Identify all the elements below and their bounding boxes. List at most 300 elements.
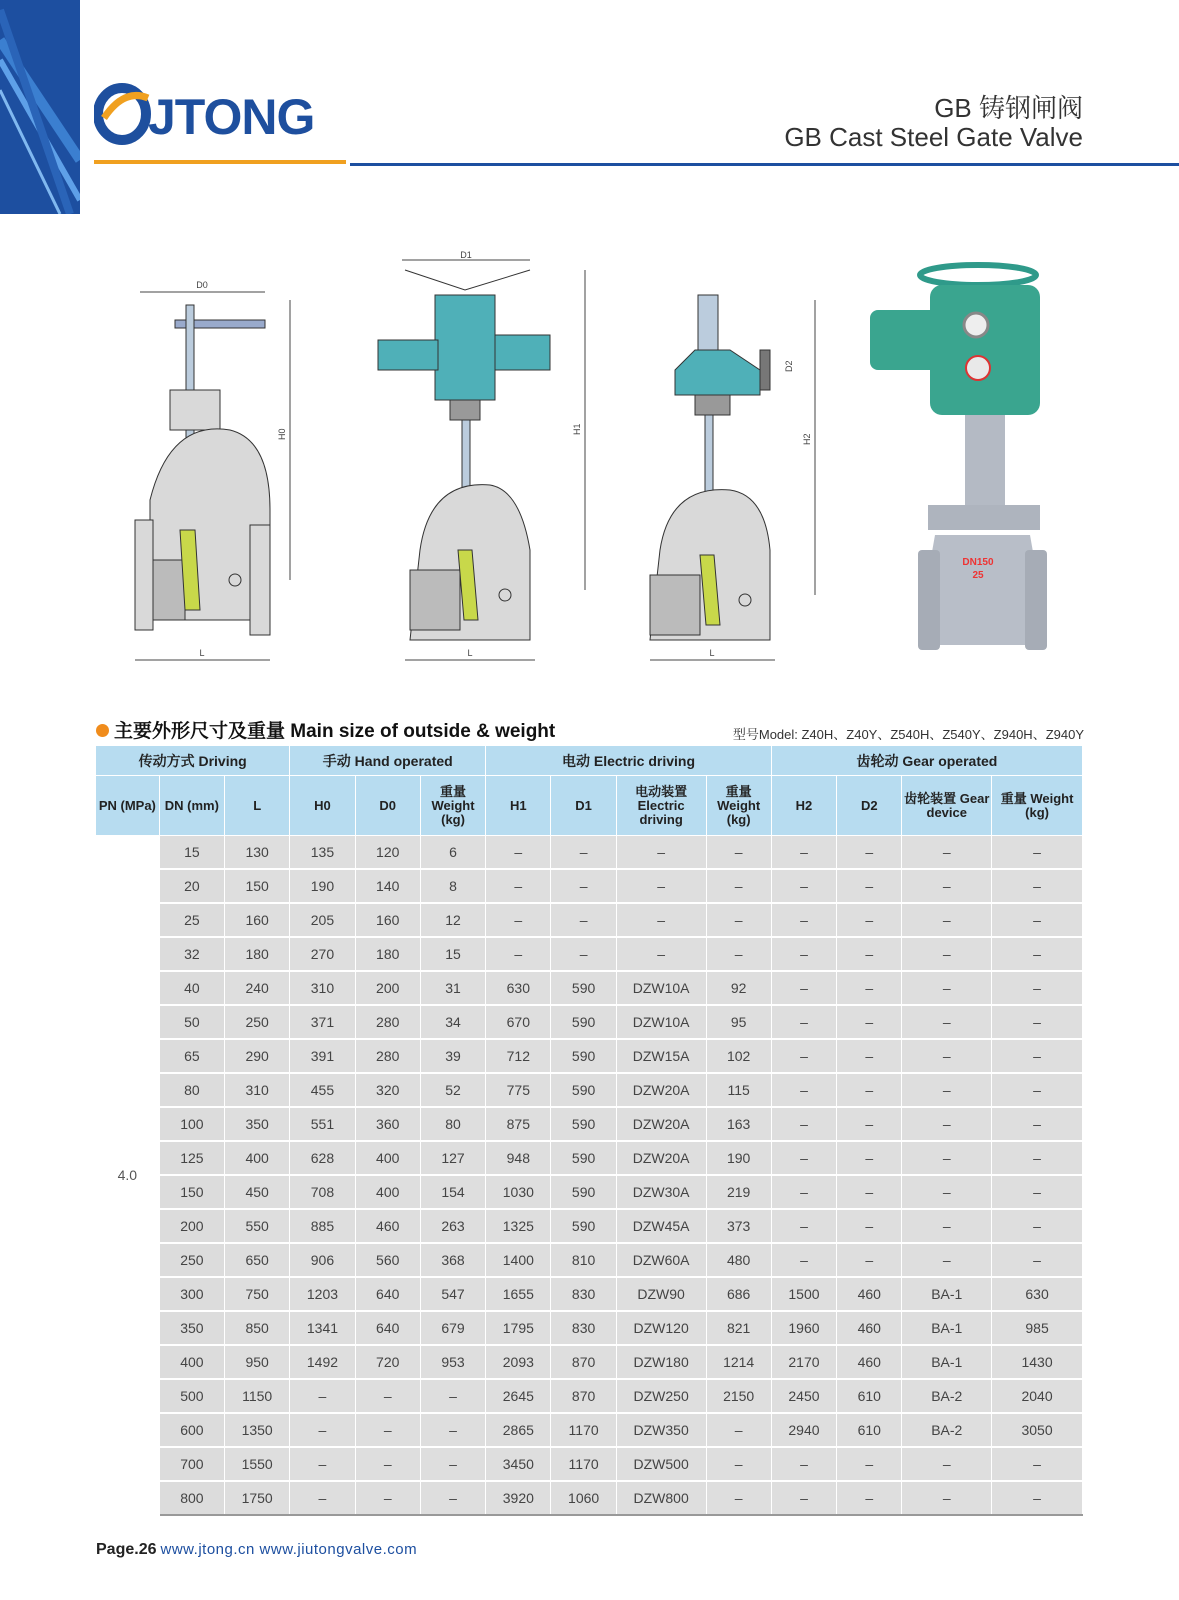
table-row [96,1345,1083,1379]
table-cell: DZW350 [616,1413,706,1447]
table-cell: – [902,1107,992,1141]
table-cell: 550 [225,1209,290,1243]
valve-drawings [120,250,1080,690]
table-cell: 455 [290,1073,355,1107]
table-cell: 712 [486,1039,551,1073]
table-cell: 3450 [486,1447,551,1481]
table-cell: – [771,1209,836,1243]
table-cell: 2865 [486,1413,551,1447]
table-cell: – [837,1447,902,1481]
table-cell: – [355,1481,420,1515]
table-cell: 100 [159,1107,224,1141]
table-cell: 125 [159,1141,224,1175]
table-cell: 95 [706,1005,771,1039]
table-cell: 720 [355,1345,420,1379]
table-cell: 830 [551,1311,616,1345]
table-cell: – [771,869,836,903]
label-l3: L [709,648,715,658]
logo-mark-icon [94,78,154,148]
table-cell: – [486,836,551,870]
table-cell: 180 [355,937,420,971]
table-cell: – [771,1073,836,1107]
table-cell: – [992,1141,1083,1175]
logo-text: JTONG [148,89,315,145]
table-cell: – [420,1447,485,1481]
table-cell: 830 [551,1277,616,1311]
label-h1: H1 [572,423,582,435]
table-cell: – [355,1447,420,1481]
electric-valve-drawing [378,250,585,660]
table-cell: 590 [551,1039,616,1073]
table-row [96,1413,1083,1447]
table-cell: – [420,1379,485,1413]
table-cell: – [992,836,1083,870]
table-cell: DZW10A [616,971,706,1005]
table-cell: DZW500 [616,1447,706,1481]
col-h1: H1 [486,776,551,836]
col-weight-gear: 重量 Weight (kg) [992,776,1083,836]
table-cell: 775 [486,1073,551,1107]
table-cell: 190 [290,869,355,903]
table-cell: 360 [355,1107,420,1141]
table-cell: 610 [837,1379,902,1413]
header-divider [350,163,1179,166]
table-cell: 1550 [225,1447,290,1481]
table-cell: 551 [290,1107,355,1141]
table-cell: 590 [551,1107,616,1141]
table-cell: 350 [159,1311,224,1345]
col-l: L [225,776,290,836]
table-cell: – [290,1379,355,1413]
table-cell: – [992,937,1083,971]
table-cell: – [837,836,902,870]
table-cell: 1500 [771,1277,836,1311]
table-cell: – [992,1209,1083,1243]
table-cell: 8 [420,869,485,903]
page-title-cn: GB 铸钢闸阀 [934,93,1083,123]
table-cell: 12 [420,903,485,937]
col-pn: PN (MPa) [96,776,159,836]
table-cell: 1150 [225,1379,290,1413]
table-cell: – [992,1447,1083,1481]
table-cell: – [616,903,706,937]
table-cell: 2645 [486,1379,551,1413]
table-cell: BA-2 [902,1413,992,1447]
table-cell: – [837,1107,902,1141]
table-cell: 640 [355,1311,420,1345]
table-cell: – [420,1481,485,1515]
table-row [96,903,1083,937]
table-cell: – [771,937,836,971]
table-cell: 31 [420,971,485,1005]
table-cell: 590 [551,1005,616,1039]
table-cell: DZW120 [616,1311,706,1345]
label-d2: D2 [784,360,794,372]
table-cell: – [551,836,616,870]
logo-underline [94,160,346,164]
table-cell: 250 [225,1005,290,1039]
table-row [96,1175,1083,1209]
table-cell: 200 [159,1209,224,1243]
table-cell: 391 [290,1039,355,1073]
table-cell: 1341 [290,1311,355,1345]
table-cell: DZW90 [616,1277,706,1311]
table-cell: 6 [420,836,485,870]
table-cell: – [902,869,992,903]
table-cell: DZW180 [616,1345,706,1379]
table-cell: – [290,1447,355,1481]
table-cell: 1795 [486,1311,551,1345]
table-cell: 460 [837,1345,902,1379]
table-cell: – [706,1447,771,1481]
table-cell: – [771,1243,836,1277]
table-cell: 460 [355,1209,420,1243]
table-cell: 800 [159,1481,224,1515]
table-cell: 320 [355,1073,420,1107]
label-h0: H0 [277,428,287,440]
table-cell: – [992,1073,1083,1107]
table-cell: 679 [420,1311,485,1345]
table-cell: 460 [837,1277,902,1311]
table-cell: – [706,869,771,903]
table-cell: 290 [225,1039,290,1073]
table-cell: – [902,1073,992,1107]
table-cell: 160 [225,903,290,937]
label-l1: L [199,648,205,658]
table-row [96,1073,1083,1107]
table-cell: 1750 [225,1481,290,1515]
table-cell: – [992,1039,1083,1073]
table-cell: 1400 [486,1243,551,1277]
table-cell: 1214 [706,1345,771,1379]
table-cell: 1430 [992,1345,1083,1379]
table-cell: 875 [486,1107,551,1141]
table-cell: 80 [420,1107,485,1141]
table-cell: 1030 [486,1175,551,1209]
table-cell: 20 [159,869,224,903]
page-title-en: GB Cast Steel Gate Valve [784,122,1083,152]
table-cell: 2150 [706,1379,771,1413]
table-cell: BA-2 [902,1379,992,1413]
table-cell: 560 [355,1243,420,1277]
table-row [96,1243,1083,1277]
table-cell: – [837,869,902,903]
table-cell: – [902,1481,992,1515]
table-cell: 870 [551,1345,616,1379]
table-cell: 300 [159,1277,224,1311]
table-cell: 480 [706,1243,771,1277]
table-cell: – [290,1481,355,1515]
table-cell: 39 [420,1039,485,1073]
table-cell: 190 [706,1141,771,1175]
col-gear-device: 齿轮装置 Gear device [902,776,992,836]
table-row [96,1005,1083,1039]
table-cell: 2093 [486,1345,551,1379]
table-cell: – [902,1243,992,1277]
table-cell: 1492 [290,1345,355,1379]
table-cell: – [616,937,706,971]
table-cell: – [486,937,551,971]
group-driving: 传动方式 Driving [96,746,290,776]
table-cell: – [771,903,836,937]
table-cell: 120 [355,836,420,870]
col-electric-device: 电动装置 Electric driving [616,776,706,836]
page-footer [96,1541,417,1559]
table-cell: 250 [159,1243,224,1277]
table-cell: 373 [706,1209,771,1243]
col-h0: H0 [290,776,355,836]
table-cell: 870 [551,1379,616,1413]
table-cell: – [902,937,992,971]
table-cell: – [992,1175,1083,1209]
table-cell: BA-1 [902,1345,992,1379]
section-title [96,716,555,743]
table-cell: 450 [225,1175,290,1209]
group-electric: 电动 Electric driving [486,746,772,776]
pn-cell: 4.0 [96,836,159,1516]
table-cell: – [902,1447,992,1481]
table-cell: – [837,971,902,1005]
table-cell: 154 [420,1175,485,1209]
col-h2: H2 [771,776,836,836]
table-row [96,1141,1083,1175]
table-row [96,836,1083,870]
table-cell: – [992,869,1083,903]
table-cell: 65 [159,1039,224,1073]
table-cell: – [902,1039,992,1073]
table-row [96,971,1083,1005]
table-cell: DZW20A [616,1073,706,1107]
table-cell: 1170 [551,1447,616,1481]
table-cell: – [902,1141,992,1175]
label-d1: D1 [460,250,472,260]
table-cell: – [771,1481,836,1515]
table-cell: – [837,1175,902,1209]
photo-pn-badge: 25 [972,570,984,581]
table-cell: – [706,836,771,870]
table-cell: 150 [225,869,290,903]
table-cell: – [771,1175,836,1209]
table-cell: – [551,903,616,937]
table-cell: 590 [551,1073,616,1107]
table-cell: 280 [355,1039,420,1073]
table-cell: 92 [706,971,771,1005]
table-cell: 2040 [992,1379,1083,1413]
section-title-text: 主要外形尺寸及重量 Main size of outside & weight [114,721,556,742]
table-cell: 1325 [486,1209,551,1243]
table-cell: 160 [355,903,420,937]
table-cell: DZW20A [616,1141,706,1175]
table-row [96,937,1083,971]
table-cell: – [902,971,992,1005]
table-cell: 400 [355,1175,420,1209]
table-cell: – [902,1175,992,1209]
table-row [96,1311,1083,1345]
table-cell: 180 [225,937,290,971]
table-cell: – [837,1209,902,1243]
table-cell: – [902,1005,992,1039]
table-cell: 371 [290,1005,355,1039]
gear-valve-drawing [650,295,815,660]
table-cell: – [771,1005,836,1039]
table-cell: – [290,1413,355,1447]
table-cell: – [992,971,1083,1005]
table-cell: 950 [225,1345,290,1379]
table-row [96,869,1083,903]
table-cell: 140 [355,869,420,903]
table-row [96,1379,1083,1413]
table-cell: DZW60A [616,1243,706,1277]
table-cell: DZW30A [616,1175,706,1209]
table-cell: – [420,1413,485,1447]
photo-dn-badge: DN150 [962,557,994,568]
table-cell: 547 [420,1277,485,1311]
table-cell: – [771,971,836,1005]
table-cell: – [902,836,992,870]
col-d2: D2 [837,776,902,836]
table-cell: 885 [290,1209,355,1243]
col-weight-hand: 重量 Weight (kg) [420,776,485,836]
table-cell: 3920 [486,1481,551,1515]
table-cell: – [837,937,902,971]
table-cell: 708 [290,1175,355,1209]
table-cell: – [771,1447,836,1481]
table-cell: 135 [290,836,355,870]
group-gear: 齿轮动 Gear operated [771,746,1082,776]
table-cell: 2170 [771,1345,836,1379]
table-cell: 80 [159,1073,224,1107]
table-cell: – [355,1379,420,1413]
table-cell: – [837,1141,902,1175]
footer-links[interactable]: www.jtong.cn www.jiutongvalve.com [160,1541,418,1558]
table-cell: 610 [837,1413,902,1447]
table-cell: 15 [420,937,485,971]
table-cell: 628 [290,1141,355,1175]
table-cell: DZW15A [616,1039,706,1073]
table-cell: 310 [290,971,355,1005]
table-cell: 130 [225,836,290,870]
table-cell: 1060 [551,1481,616,1515]
table-cell: – [837,1243,902,1277]
table-cell: 400 [355,1141,420,1175]
table-cell: 590 [551,1209,616,1243]
table-cell: – [837,1481,902,1515]
table-cell: BA-1 [902,1277,992,1311]
table-cell: 686 [706,1277,771,1311]
table-row [96,1277,1083,1311]
bullet-icon [96,724,109,737]
table-cell: – [616,836,706,870]
table-column-header [96,776,1083,836]
table-cell: – [706,1481,771,1515]
col-d1: D1 [551,776,616,836]
table-cell: 205 [290,903,355,937]
table-cell: – [551,869,616,903]
table-cell: 127 [420,1141,485,1175]
table-cell: 15 [159,836,224,870]
table-cell: 600 [159,1413,224,1447]
col-d0: D0 [355,776,420,836]
table-cell: 34 [420,1005,485,1039]
table-group-header [96,746,1083,776]
table-cell: – [616,869,706,903]
table-cell: 630 [992,1277,1083,1311]
col-weight-electric: 重量 Weight (kg) [706,776,771,836]
table-cell: DZW20A [616,1107,706,1141]
table-cell: 500 [159,1379,224,1413]
table-cell: 810 [551,1243,616,1277]
table-cell: 590 [551,1175,616,1209]
table-cell: BA-1 [902,1311,992,1345]
table-cell: 350 [225,1107,290,1141]
table-cell: – [551,937,616,971]
table-cell: 280 [355,1005,420,1039]
table-cell: – [992,903,1083,937]
table-cell: 163 [706,1107,771,1141]
table-cell: 590 [551,1141,616,1175]
label-h2: H2 [802,433,812,445]
valve-photo [870,265,1047,650]
label-l2: L [467,648,473,658]
table-cell: – [837,1039,902,1073]
table-cell: DZW10A [616,1005,706,1039]
table-cell: – [902,1209,992,1243]
table-cell: 3050 [992,1413,1083,1447]
table-cell: 270 [290,937,355,971]
table-cell: 115 [706,1073,771,1107]
table-cell: 1655 [486,1277,551,1311]
table-cell: 40 [159,971,224,1005]
hand-valve-drawing [135,280,290,660]
table-row [96,1209,1083,1243]
table-cell: – [771,1107,836,1141]
table-cell: 102 [706,1039,771,1073]
table-cell: 400 [225,1141,290,1175]
model-list: 型号Model: Z40H、Z40Y、Z540H、Z540Y、Z940H、Z940Y [732,727,1084,742]
label-d0: D0 [196,280,208,290]
table-cell: 240 [225,971,290,1005]
table-cell: 310 [225,1073,290,1107]
table-row [96,1481,1083,1515]
table-cell: 2450 [771,1379,836,1413]
table-cell: – [992,1481,1083,1515]
table-cell: 400 [159,1345,224,1379]
table-cell: 263 [420,1209,485,1243]
table-cell: – [706,1413,771,1447]
table-cell: DZW250 [616,1379,706,1413]
table-cell: 1170 [551,1413,616,1447]
table-cell: 850 [225,1311,290,1345]
table-cell: 1203 [290,1277,355,1311]
table-cell: 150 [159,1175,224,1209]
table-cell: 640 [355,1277,420,1311]
table-cell: 906 [290,1243,355,1277]
table-cell: 460 [837,1311,902,1345]
table-cell: – [706,903,771,937]
table-cell: – [706,937,771,971]
table-cell: 985 [992,1311,1083,1345]
table-cell: DZW45A [616,1209,706,1243]
corner-decoration [0,0,80,214]
table-cell: 750 [225,1277,290,1311]
table-cell: 200 [355,971,420,1005]
table-cell: DZW800 [616,1481,706,1515]
table-cell: 700 [159,1447,224,1481]
table-cell: – [992,1243,1083,1277]
col-dn: DN (mm) [159,776,224,836]
table-cell: 219 [706,1175,771,1209]
table-cell: 650 [225,1243,290,1277]
